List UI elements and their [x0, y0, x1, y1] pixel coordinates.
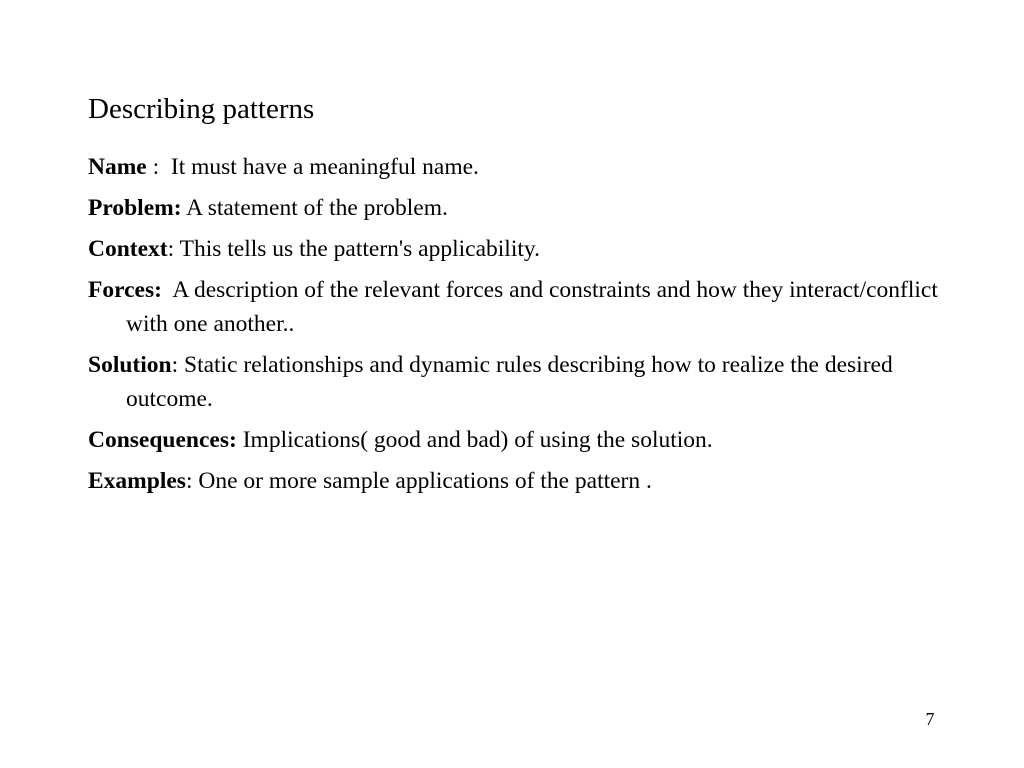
list-item-name	[88, 150, 948, 184]
page-number: 7	[925, 709, 935, 729]
term-consequences: Consequences:	[88, 427, 237, 453]
description-examples: One or more sample applications of the pattern .	[198, 468, 652, 494]
term-name: Name	[88, 154, 147, 180]
description-problem: A statement of the problem.	[186, 195, 448, 221]
description-name: It must have a meaningful name.	[170, 154, 479, 180]
description-solution: Static relationships and dynamic rules describing how to realize the desired outcome.	[126, 352, 893, 412]
term-examples: Examples	[88, 468, 186, 494]
term-forces: Forces:	[88, 277, 162, 303]
list-item-solution	[88, 348, 948, 416]
term-solution: Solution	[88, 352, 172, 378]
separator: :	[167, 236, 180, 262]
separator: :	[146, 154, 171, 180]
separator: :	[171, 352, 184, 378]
list-item-consequences	[88, 423, 948, 457]
list-item-examples	[88, 464, 948, 498]
list-item-problem	[88, 191, 948, 225]
separator	[162, 277, 172, 303]
description-forces: A description of the relevant forces and constraints and how they interact/conflict with one another..	[126, 277, 938, 337]
term-context: Context	[88, 236, 168, 262]
description-consequences: Implications( good and bad) of using the solution.	[242, 427, 713, 453]
description-context: This tells us the pattern's applicability.	[179, 236, 540, 262]
slide-title: Describing patterns	[88, 93, 315, 125]
pattern-elements-list	[88, 150, 948, 505]
term-problem: Problem:	[88, 195, 182, 221]
separator: :	[185, 468, 199, 494]
list-item-context	[88, 232, 948, 266]
list-item-forces	[88, 273, 948, 341]
